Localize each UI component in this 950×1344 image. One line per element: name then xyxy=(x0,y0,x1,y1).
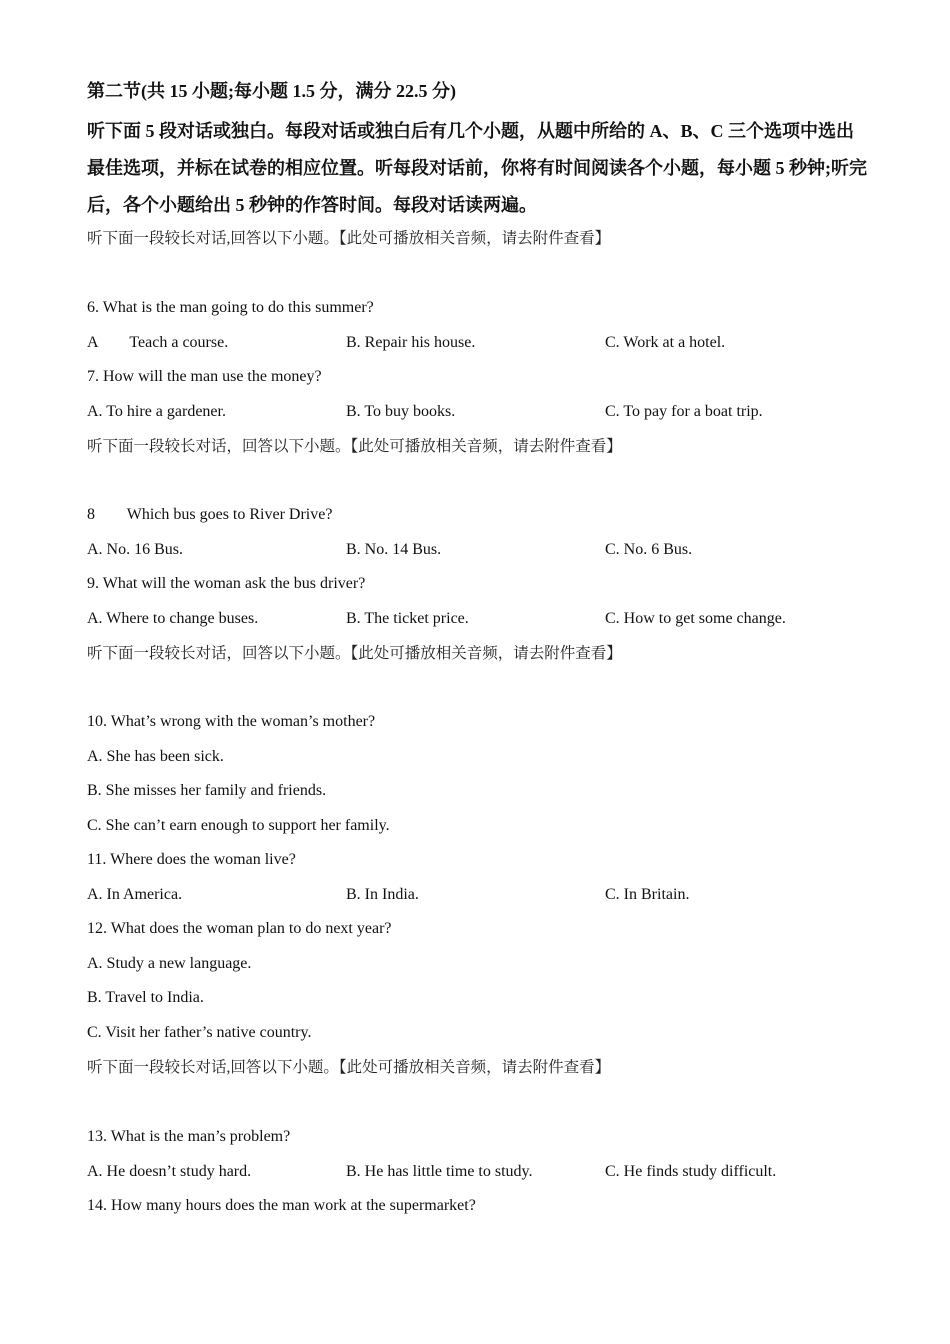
q10-option-c: C. She can’t earn enough to support her family. xyxy=(87,817,390,834)
q10-option-b: B. She misses her family and friends. xyxy=(87,782,327,799)
q12-option-c: C. Visit her father’s native country. xyxy=(87,1024,312,1041)
q8-option-c: C. No. 6 Bus. xyxy=(605,541,693,558)
audio-note-4: 听下面一段较长对话,回答以下小题。【此处可播放相关音频，请去附件查看】 xyxy=(87,1059,611,1076)
q6-option-a: A Teach a course. xyxy=(87,334,229,351)
question-11: 11. Where does the woman live? xyxy=(87,851,296,868)
section-instructions: 听下面 5 段对话或独白。每段对话或独白后有几个小题，从题中所给的 A、B、C 三个选项中选出最佳选项，并标在试卷的相应位置。听每段对话前，你将有时间阅读各个小题，每小题 5 秒钟;听完后，各个小题给出 5 秒钟的作答时间。每段对话读两遍。 xyxy=(87,121,867,215)
audio-note-1: 听下面一段较长对话,回答以下小题。【此处可播放相关音频，请去附件查看】 xyxy=(87,230,611,247)
q6-option-b: B. Repair his house. xyxy=(346,334,476,351)
q7-option-c: C. To pay for a boat trip. xyxy=(605,403,763,420)
q9-option-a: A. Where to change buses. xyxy=(87,610,259,627)
question-10: 10. What’s wrong with the woman’s mother? xyxy=(87,713,376,730)
q9-option-b: B. The ticket price. xyxy=(346,610,469,627)
q12-option-a: A. Study a new language. xyxy=(87,955,252,972)
q13-option-c: C. He finds study difficult. xyxy=(605,1163,777,1180)
q8-option-a: A. No. 16 Bus. xyxy=(87,541,184,558)
q13-option-b: B. He has little time to study. xyxy=(346,1163,533,1180)
question-9: 9. What will the woman ask the bus driver? xyxy=(87,575,366,592)
audio-note-2: 听下面一段较长对话，回答以下小题。【此处可播放相关音频，请去附件查看】 xyxy=(87,438,622,455)
question-7: 7. How will the man use the money? xyxy=(87,368,322,385)
q12-option-b: B. Travel to India. xyxy=(87,989,204,1006)
q11-option-b: B. In India. xyxy=(346,886,419,903)
q6-option-c: C. Work at a hotel. xyxy=(605,334,726,351)
question-8: 8 Which bus goes to River Drive? xyxy=(87,506,333,523)
question-14: 14. How many hours does the man work at the supermarket? xyxy=(87,1197,476,1214)
q10-option-a: A. She has been sick. xyxy=(87,748,224,765)
audio-note-3: 听下面一段较长对话，回答以下小题。【此处可播放相关音频，请去附件查看】 xyxy=(87,645,622,662)
q9-option-c: C. How to get some change. xyxy=(605,610,786,627)
question-6: 6. What is the man going to do this summer? xyxy=(87,299,374,316)
q8-option-b: B. No. 14 Bus. xyxy=(346,541,442,558)
q11-option-c: C. In Britain. xyxy=(605,886,690,903)
q11-option-a: A. In America. xyxy=(87,886,183,903)
q13-option-a: A. He doesn’t study hard. xyxy=(87,1163,252,1180)
q7-option-b: B. To buy books. xyxy=(346,403,456,420)
question-12: 12. What does the woman plan to do next year? xyxy=(87,920,392,937)
section-title: 第二节(共 15 小题;每小题 1.5 分，满分 22.5 分) xyxy=(87,81,456,101)
question-13: 13. What is the man’s problem? xyxy=(87,1128,291,1145)
q7-option-a: A. To hire a gardener. xyxy=(87,403,226,420)
